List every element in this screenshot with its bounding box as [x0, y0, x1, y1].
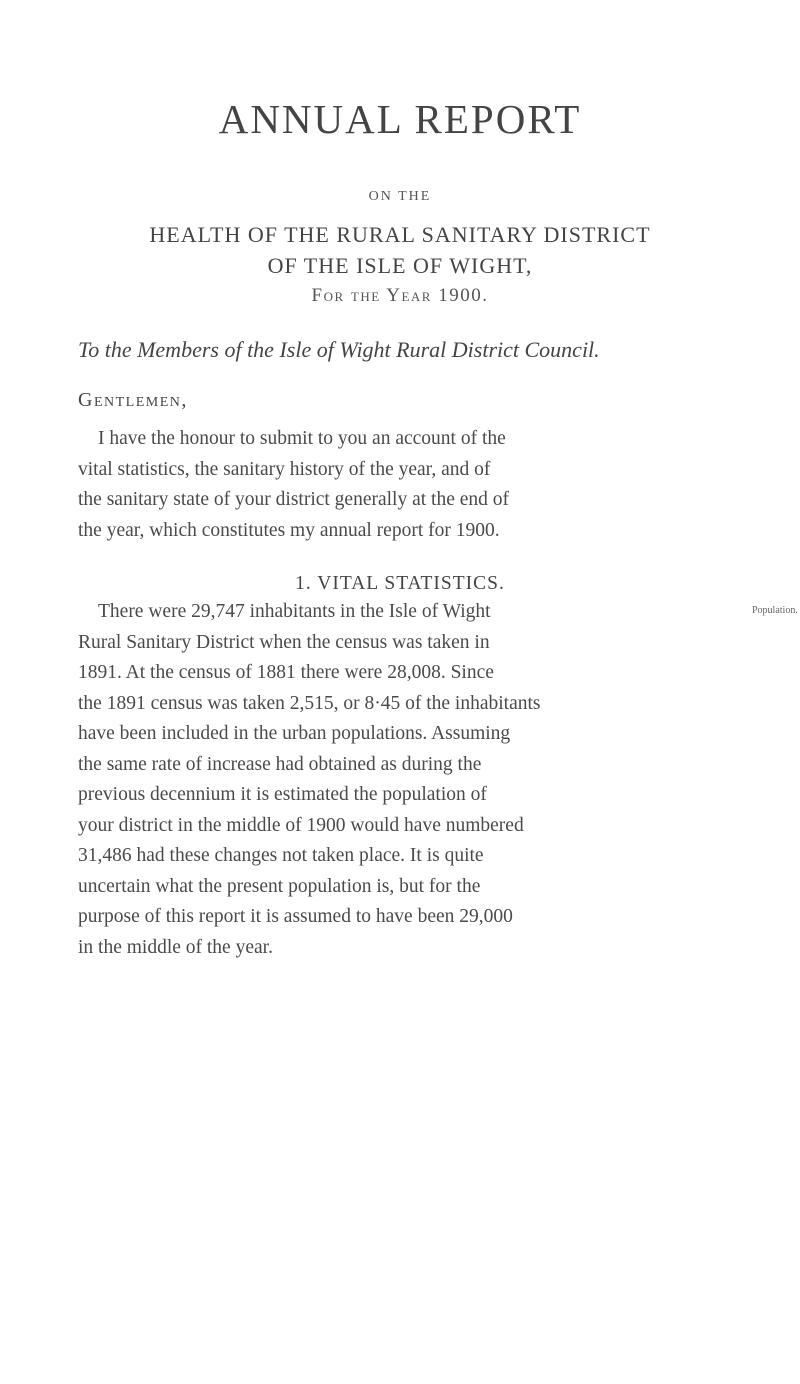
paragraph-line: There were 29,747 inhabitants in the Isle of Wight — [98, 601, 491, 622]
intro-line: I have the honour to submit to you an account of the — [98, 428, 506, 449]
intro-line: vital statistics, the sanitary history of the year, and of — [78, 458, 491, 480]
paragraph-line: in the middle of the year. — [78, 936, 273, 958]
greeting: Gentlemen, — [78, 389, 188, 411]
report-year-line: For the Year 1900. — [311, 285, 489, 306]
margin-note-population: Population. — [752, 605, 798, 616]
paragraph-line: 1891. At the census of 1881 there were 28,008. Since — [78, 662, 494, 683]
vital-statistics-paragraph — [78, 597, 738, 963]
paragraph-line: have been included in the urban populations. Assuming — [78, 723, 511, 744]
report-title: ANNUAL REPORT — [218, 96, 582, 142]
addressee-line: To the Members of the Isle of Wight Rural District Council. — [78, 337, 600, 362]
intro-line: the sanitary state of your district generally at the end of — [78, 489, 510, 510]
section-heading: 1. VITAL STATISTICS. — [295, 573, 505, 594]
intro-line: the year, which constitutes my annual report for 1900. — [78, 519, 500, 541]
report-on-the: ON THE — [368, 189, 432, 204]
intro-paragraph — [78, 424, 738, 546]
report-subtitle-line-2: OF THE ISLE OF WIGHT, — [267, 253, 533, 278]
paragraph-line: the same rate of increase had obtained as during the — [78, 753, 482, 775]
paragraph-line: your district in the middle of 1900 would have numbered — [78, 814, 524, 836]
paragraph-line: previous decennium it is estimated the population of — [78, 784, 487, 805]
paragraph-line: purpose of this report it is assumed to have been 29,000 — [78, 906, 513, 927]
paragraph-line: the 1891 census was taken 2,515, or 8·45 of the inhabitants — [78, 692, 541, 714]
paragraph-line: 31,486 had these changes not taken place. It is quite — [78, 845, 484, 866]
report-subtitle-line-1: HEALTH OF THE RURAL SANITARY DISTRICT — [149, 222, 651, 247]
paragraph-line: Rural Sanitary District when the census was taken in — [78, 631, 490, 653]
paragraph-line: uncertain what the present population is, but for the — [78, 875, 481, 897]
